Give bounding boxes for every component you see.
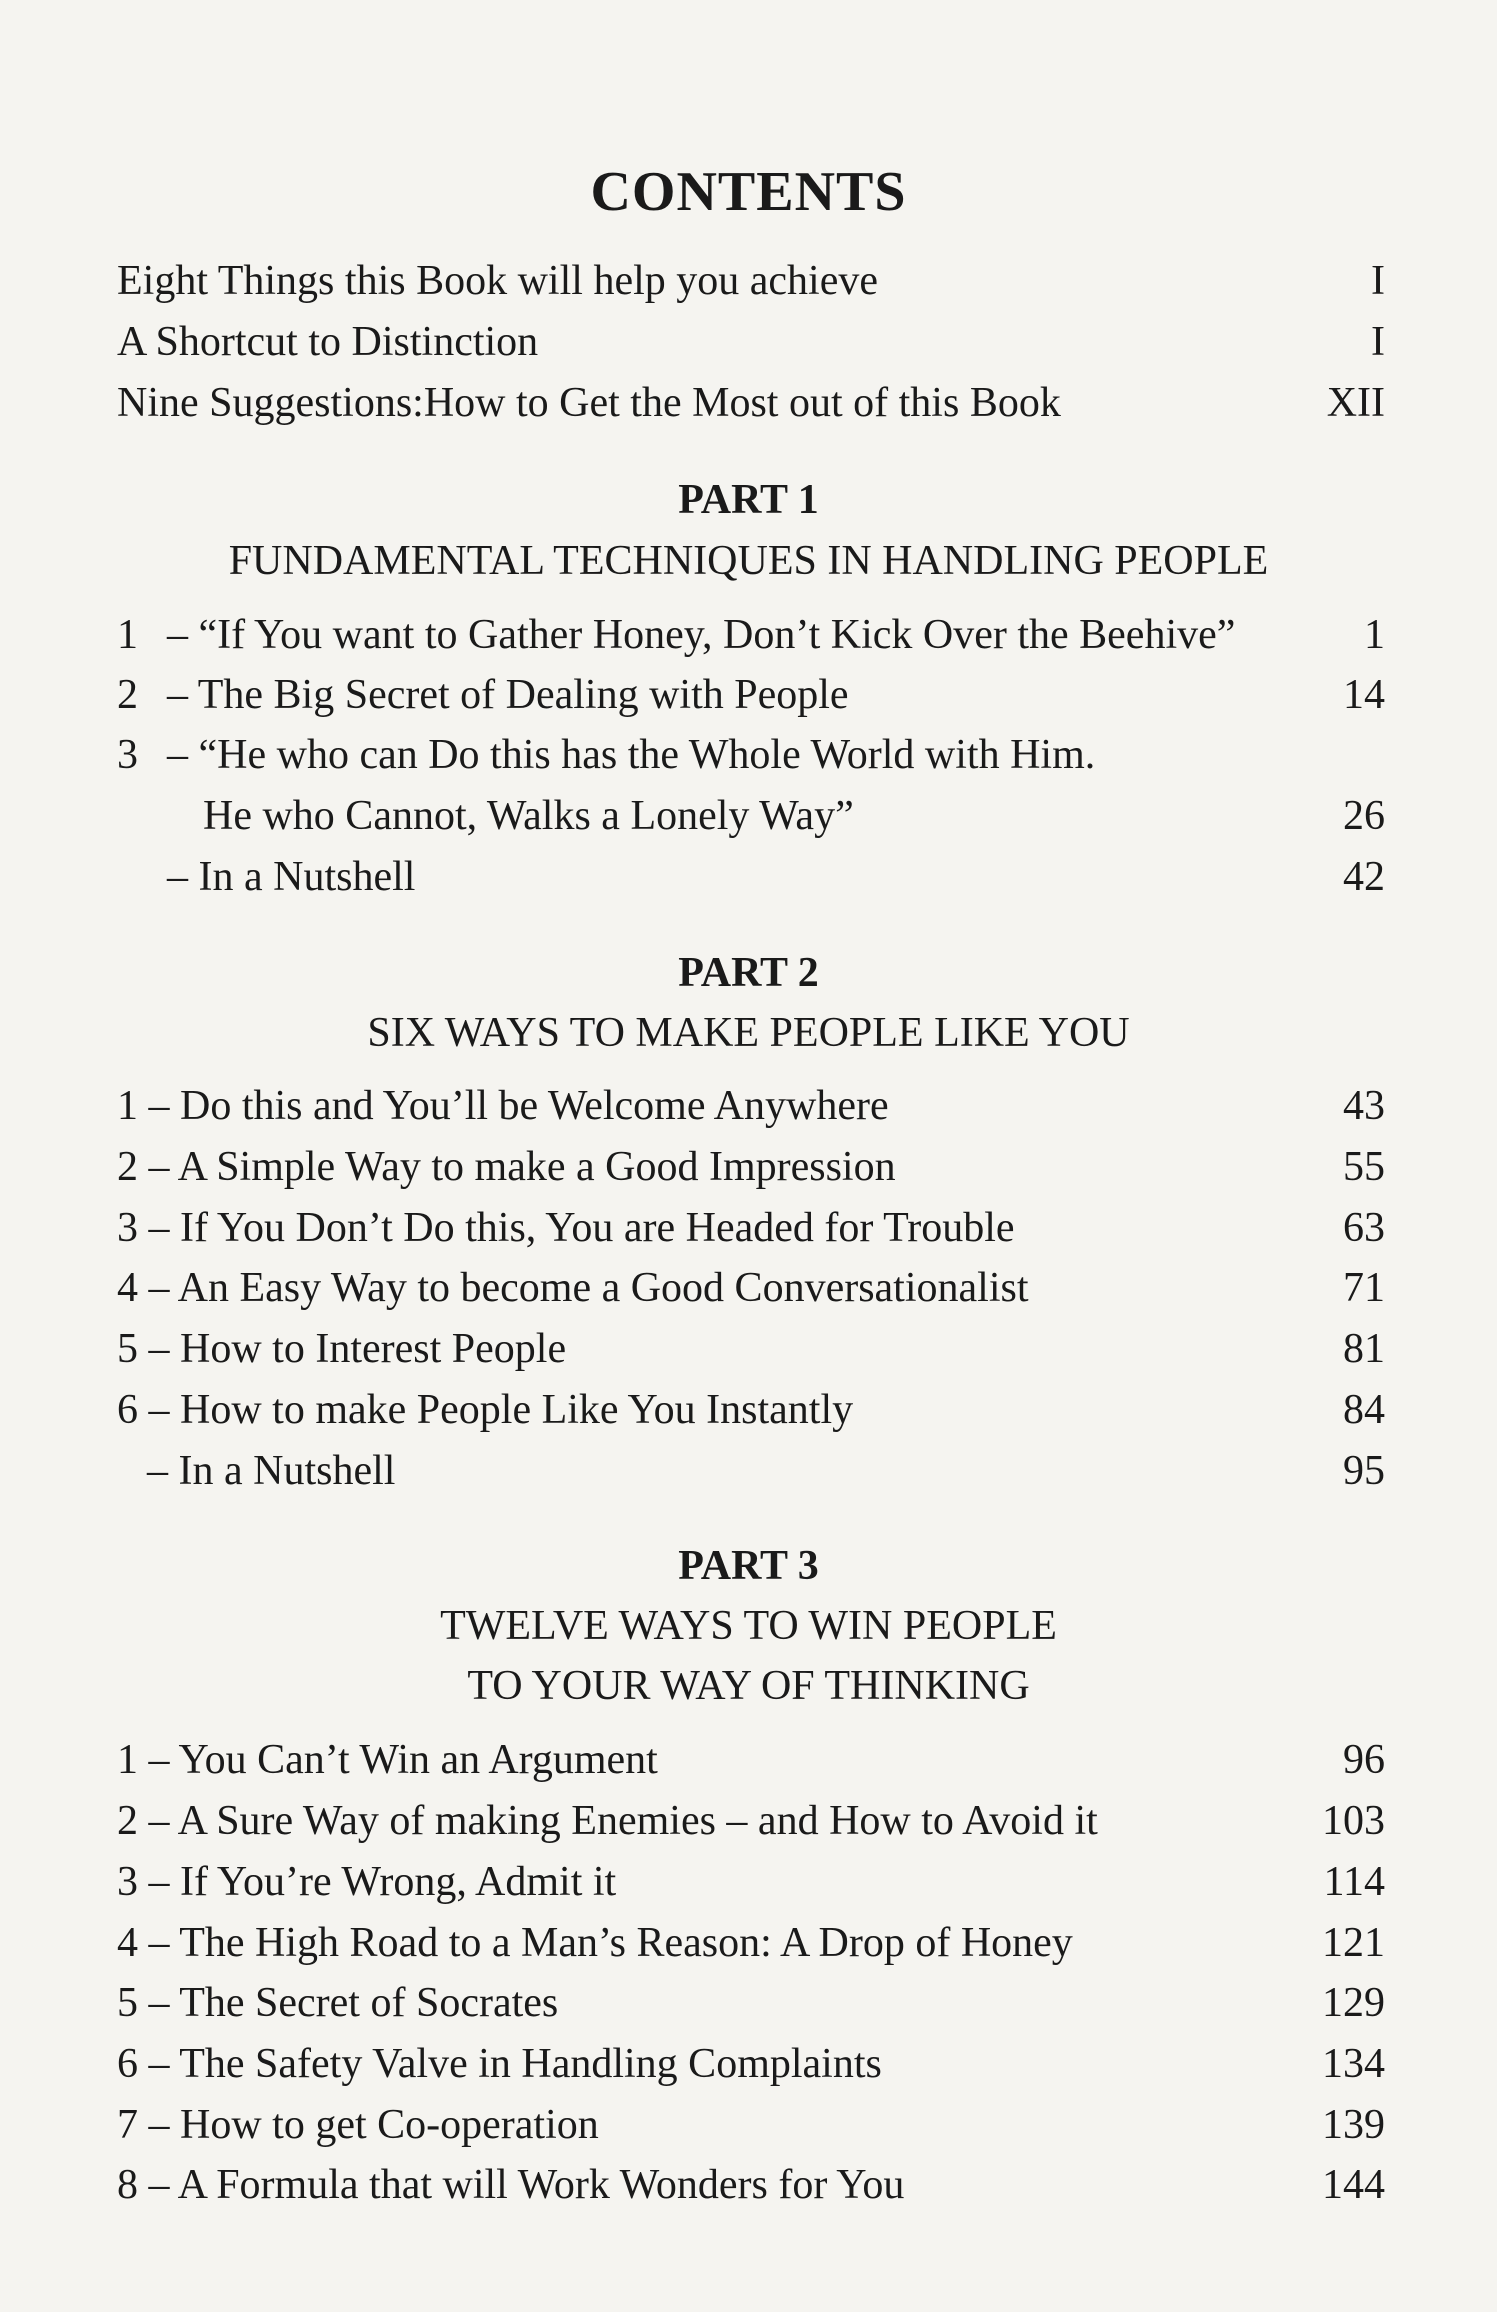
toc-entry-page: 1 (1364, 612, 1385, 658)
toc-entry (117, 1796, 1385, 1846)
toc-entry-page: 95 (1343, 1448, 1385, 1494)
toc-entry (117, 256, 1385, 306)
toc-entry (117, 1263, 1385, 1313)
toc-entry (117, 610, 1385, 660)
toc-entry (117, 1142, 1385, 1192)
toc-entry-title: – In a Nutshell (147, 1448, 396, 1494)
toc-entry-page: 71 (1343, 1265, 1385, 1311)
toc-entry-page: 144 (1322, 2162, 1385, 2208)
toc-entry (117, 730, 1385, 780)
part2-label: PART 2 (678, 950, 819, 996)
toc-entry (117, 1324, 1385, 1374)
toc-entry-title: 4 – An Easy Way to become a Good Conversationalist (117, 1265, 1029, 1311)
toc-entry-title: – “He who can Do this has the Whole World with Him. (167, 732, 1096, 778)
toc-entry (117, 317, 1385, 367)
toc-entry-title: Eight Things this Book will help you achieve (117, 258, 878, 304)
toc-entry-number: 2 (117, 672, 138, 718)
toc-entry-page: 84 (1343, 1387, 1385, 1433)
toc-entry-page: XII (1326, 380, 1385, 426)
toc-entry (117, 1735, 1385, 1785)
toc-entry-title: – “If You want to Gather Honey, Don’t Kick Over the Beehive” (167, 612, 1236, 658)
toc-entry-title: 1 – You Can’t Win an Argument (117, 1737, 658, 1783)
toc-entry-title: 3 – If You’re Wrong, Admit it (117, 1859, 617, 1905)
toc-entry-title: – The Big Secret of Dealing with People (167, 672, 849, 718)
toc-entry-number: 1 (117, 612, 138, 658)
toc-entry-title: Nine Suggestions:How to Get the Most out of this Book (117, 380, 1061, 426)
toc-entry-title: He who Cannot, Walks a Lonely Way” (203, 793, 854, 839)
toc-entry-page: 14 (1343, 672, 1385, 718)
toc-entry-title: 3 – If You Don’t Do this, You are Headed for Trouble (117, 1205, 1015, 1251)
toc-entry (117, 2100, 1385, 2150)
toc-entry-page: I (1371, 319, 1385, 365)
toc-entry-page: 134 (1322, 2041, 1385, 2087)
toc-entry-page: 42 (1343, 854, 1385, 900)
part1-label: PART 1 (678, 477, 819, 523)
toc-entry-title: 6 – How to make People Like You Instantly (117, 1387, 854, 1433)
part1-heading: FUNDAMENTAL TECHNIQUES IN HANDLING PEOPLE (228, 538, 1269, 584)
toc-entry-title: 1 – Do this and You’ll be Welcome Anywhere (117, 1083, 889, 1129)
toc-entry (117, 2160, 1385, 2210)
toc-entry (117, 1918, 1385, 1968)
toc-entry-page: I (1371, 258, 1385, 304)
toc-entry-title: 5 – How to Interest People (117, 1326, 567, 1372)
toc-entry (117, 378, 1385, 428)
part3-label: PART 3 (678, 1543, 819, 1589)
toc-entry (117, 1385, 1385, 1435)
toc-entry-page: 55 (1343, 1144, 1385, 1190)
toc-entry-title: 2 – A Sure Way of making Enemies – and How to Avoid it (117, 1798, 1098, 1844)
toc-entry-page: 114 (1323, 1859, 1385, 1905)
toc-entry-page: 63 (1343, 1205, 1385, 1251)
toc-entry-page: 96 (1343, 1737, 1385, 1783)
toc-entry (117, 1081, 1385, 1131)
toc-entry-title: 4 – The High Road to a Man’s Reason: A Drop of Honey (117, 1920, 1073, 1966)
toc-entry-title: A Shortcut to Distinction (117, 319, 539, 365)
toc-entry (117, 1203, 1385, 1253)
toc-entry-number: 3 (117, 732, 138, 778)
toc-entry (117, 852, 1385, 902)
part3-heading-line1: TWELVE WAYS TO WIN PEOPLE (440, 1603, 1057, 1649)
toc-entry-title: 7 – How to get Co-operation (117, 2102, 599, 2148)
toc-entry (117, 1857, 1385, 1907)
part2-heading: SIX WAYS TO MAKE PEOPLE LIKE YOU (367, 1010, 1130, 1056)
toc-entry-title: 6 – The Safety Valve in Handling Complaints (117, 2041, 882, 2087)
toc-entry-page: 26 (1343, 793, 1385, 839)
part3-heading-line2: TO YOUR WAY OF THINKING (467, 1663, 1030, 1709)
toc-entry-page: 103 (1322, 1798, 1385, 1844)
toc-entry (117, 1978, 1385, 2028)
toc-entry (117, 1446, 1385, 1496)
toc-entry (117, 791, 1385, 841)
toc-entry-title: 2 – A Simple Way to make a Good Impression (117, 1144, 896, 1190)
toc-entry-page: 121 (1322, 1920, 1385, 1966)
page-title: CONTENTS (590, 161, 907, 223)
toc-entry (117, 2039, 1385, 2089)
toc-entry-title: 8 – A Formula that will Work Wonders for You (117, 2162, 905, 2208)
toc-entry-page: 139 (1322, 2102, 1385, 2148)
toc-entry-title: 5 – The Secret of Socrates (117, 1980, 559, 2026)
toc-entry-title: – In a Nutshell (167, 854, 416, 900)
toc-entry-page: 43 (1343, 1083, 1385, 1129)
toc-entry-page: 81 (1343, 1326, 1385, 1372)
toc-entry-page: 129 (1322, 1980, 1385, 2026)
toc-entry (117, 670, 1385, 720)
